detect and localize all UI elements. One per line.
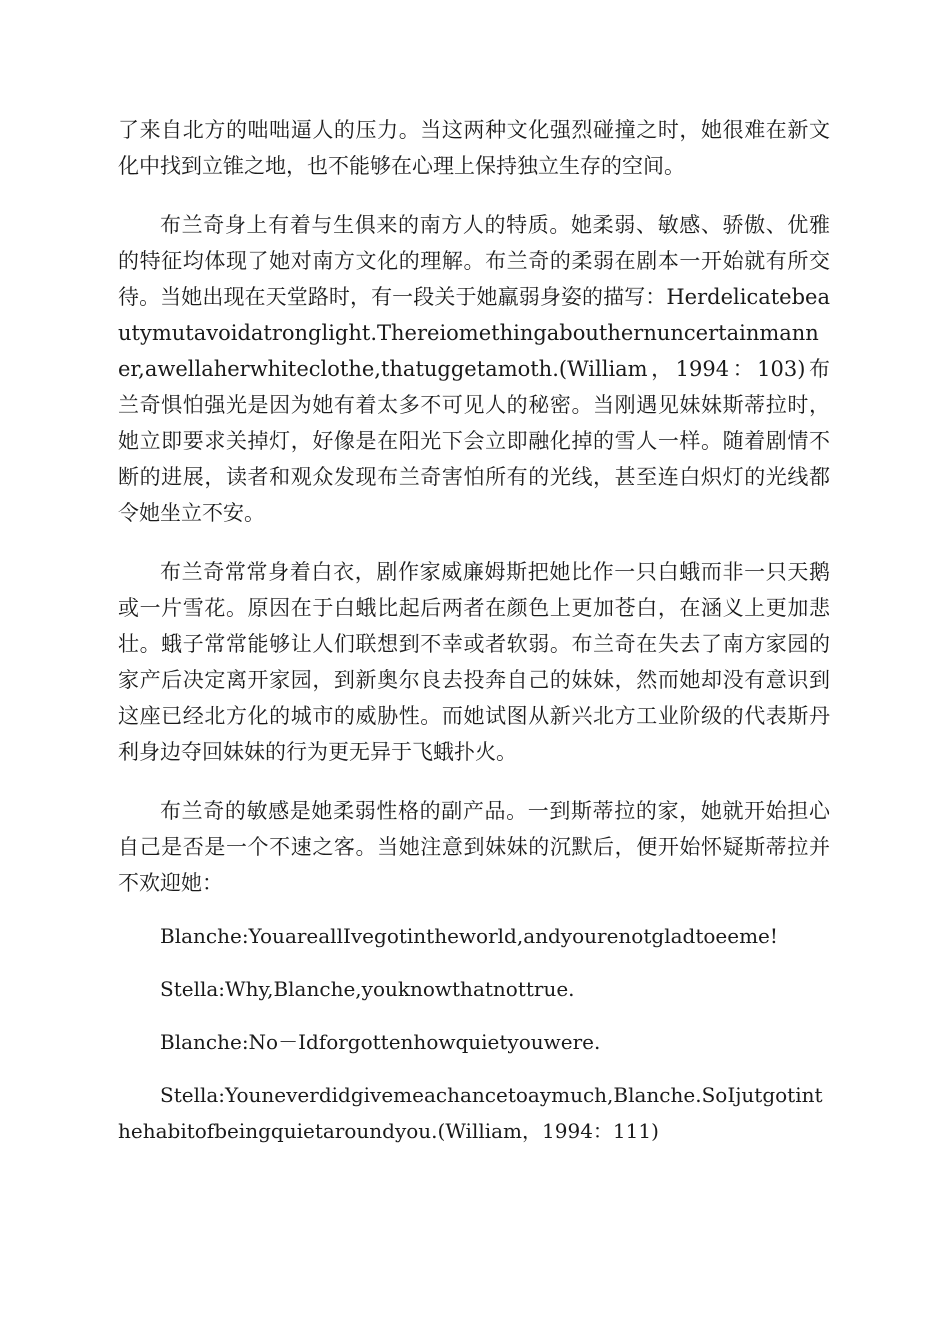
dialogue-line: Stella:Youneverdidgivemeachancetoaymuch,Blanche.SoIjutgotinthehabitofbeingquietaroundyou.(William，1994：111) bbox=[118, 1083, 823, 1143]
document-page bbox=[118, 112, 830, 1149]
paragraph-blanche-weakness: 布兰奇身上有着与生俱来的南方人的特质。她柔弱、敏感、骄傲、优雅的特征均体现了她对南方文化的理解。布兰奇的柔弱在剧本一开始就有所交待。当她出现在天堂路时，有一段关于她羸弱身姿的描写：Herdelicatebeautymutavoidatronglight.Thereiomethingabouthernuncertainmanner,awellaherwhiteclothe,thatuggetamoth.(William，1994：103)布兰奇惧怕强光是因为她有着太多不可见人的秘密。当刚遇见妹妹斯蒂拉时，她立即要求关掉灯，好像是在阳光下会立即融化掉的雪人一样。随着剧情不断的进展，读者和观众发现布兰奇害怕所有的光线，甚至连白炽灯的光线都令她坐立不安。 bbox=[118, 213, 830, 525]
dialogue-line: Blanche:YouareallIvegotintheworld,andyourenotgladtoeeme! bbox=[160, 924, 778, 948]
paragraph-white-moth: 布兰奇常常身着白衣，剧作家威廉姆斯把她比作一只白蛾而非一只天鹅或一片雪花。原因在于白蛾比起后两者在颜色上更加苍白，在涵义上更加悲壮。蛾子常常能够让人们联想到不幸或者软弱。布兰奇在失去了南方家园的家产后决定离开家园，到新奥尔良去投奔自己的妹妹，然而她却没有意识到这座已经北方化的城市的威胁性。而她试图从新兴北方工业阶级的代表斯丹利身边夺回妹妹的行为更无异于飞蛾扑火。 bbox=[118, 560, 830, 764]
paragraph-continuation: 了来自北方的咄咄逼人的压力。当这两种文化强烈碰撞之时，她很难在新文化中找到立锥之地，也不能够在心理上保持独立生存的空间。 bbox=[118, 118, 830, 178]
dialogue-line: Stella:Why,Blanche,youknowthatnottrue. bbox=[160, 977, 575, 1001]
dialogue-block bbox=[118, 918, 830, 1149]
paragraph-sensitivity: 布兰奇的敏感是她柔弱性格的副产品。一到斯蒂拉的家，她就开始担心自己是否是一个不速之客。当她注意到妹妹的沉默后，便开始怀疑斯蒂拉并不欢迎她： bbox=[118, 799, 830, 895]
dialogue-line: Blanche:No－Idforgottenhowquietyouwere. bbox=[160, 1030, 601, 1054]
